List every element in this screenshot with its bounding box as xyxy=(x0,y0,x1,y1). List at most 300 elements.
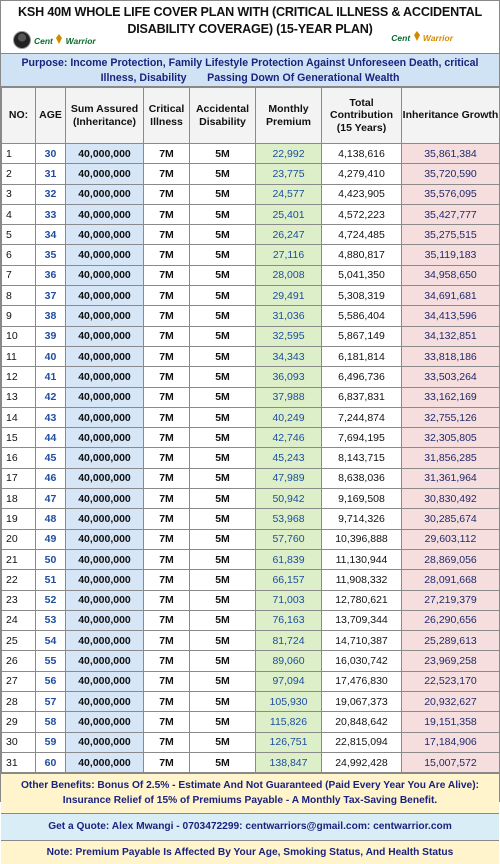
sum-assured-cell: 40,000,000 xyxy=(66,692,144,712)
critical-illness-cell: 7M xyxy=(144,631,190,651)
table-row xyxy=(2,144,500,164)
sum-assured-cell: 40,000,000 xyxy=(66,671,144,691)
row-number: 31 xyxy=(2,752,36,772)
critical-illness-cell: 7M xyxy=(144,346,190,366)
accidental-disability-cell: 5M xyxy=(190,590,256,610)
premium-table xyxy=(1,87,500,773)
table-row xyxy=(2,671,500,691)
age-cell: 36 xyxy=(36,265,66,285)
row-number: 12 xyxy=(2,367,36,387)
critical-illness-cell: 7M xyxy=(144,732,190,752)
inheritance-growth-cell: 34,413,596 xyxy=(402,306,500,326)
monthly-premium-cell: 126,751 xyxy=(256,732,322,752)
table-row xyxy=(2,651,500,671)
age-cell: 30 xyxy=(36,144,66,164)
table-row xyxy=(2,712,500,732)
critical-illness-cell: 7M xyxy=(144,712,190,732)
accidental-disability-cell: 5M xyxy=(190,671,256,691)
table-row xyxy=(2,407,500,427)
monthly-premium-cell: 37,988 xyxy=(256,387,322,407)
age-cell: 46 xyxy=(36,468,66,488)
table-row xyxy=(2,184,500,204)
critical-illness-cell: 7M xyxy=(144,509,190,529)
age-cell: 37 xyxy=(36,286,66,306)
accidental-disability-cell: 5M xyxy=(190,631,256,651)
table-row xyxy=(2,346,500,366)
total-contribution-cell: 6,837,831 xyxy=(322,387,402,407)
monthly-premium-cell: 57,760 xyxy=(256,529,322,549)
inheritance-growth-cell: 15,007,572 xyxy=(402,752,500,772)
row-number: 21 xyxy=(2,549,36,569)
contact-quote-bar: Get a Quote: Alex Mwangi - 0703472299: centwarriors@gmail.com: centwarrior.com xyxy=(1,813,499,840)
critical-illness-cell: 7M xyxy=(144,204,190,224)
total-contribution-cell: 4,724,485 xyxy=(322,225,402,245)
monthly-premium-cell: 71,003 xyxy=(256,590,322,610)
critical-illness-cell: 7M xyxy=(144,489,190,509)
sum-assured-cell: 40,000,000 xyxy=(66,204,144,224)
table-row xyxy=(2,448,500,468)
sum-assured-cell: 40,000,000 xyxy=(66,631,144,651)
row-number: 20 xyxy=(2,529,36,549)
sum-assured-cell: 40,000,000 xyxy=(66,712,144,732)
age-cell: 58 xyxy=(36,712,66,732)
sum-assured-cell: 40,000,000 xyxy=(66,509,144,529)
sum-assured-cell: 40,000,000 xyxy=(66,164,144,184)
sum-assured-cell: 40,000,000 xyxy=(66,346,144,366)
monthly-premium-cell: 50,942 xyxy=(256,489,322,509)
inheritance-growth-cell: 32,305,805 xyxy=(402,428,500,448)
table-row xyxy=(2,306,500,326)
sum-assured-cell: 40,000,000 xyxy=(66,468,144,488)
accidental-disability-cell: 5M xyxy=(190,225,256,245)
table-row xyxy=(2,570,500,590)
inheritance-growth-cell: 28,091,668 xyxy=(402,570,500,590)
table-row xyxy=(2,529,500,549)
sum-assured-cell: 40,000,000 xyxy=(66,144,144,164)
row-number: 9 xyxy=(2,306,36,326)
critical-illness-cell: 7M xyxy=(144,529,190,549)
inheritance-growth-cell: 35,275,515 xyxy=(402,225,500,245)
monthly-premium-cell: 31,036 xyxy=(256,306,322,326)
age-cell: 43 xyxy=(36,407,66,427)
row-number: 4 xyxy=(2,204,36,224)
critical-illness-cell: 7M xyxy=(144,164,190,184)
age-cell: 60 xyxy=(36,752,66,772)
row-number: 6 xyxy=(2,245,36,265)
row-number: 3 xyxy=(2,184,36,204)
monthly-premium-cell: 40,249 xyxy=(256,407,322,427)
table-row xyxy=(2,752,500,772)
table-row xyxy=(2,428,500,448)
monthly-premium-cell: 105,930 xyxy=(256,692,322,712)
inheritance-growth-cell: 22,523,170 xyxy=(402,671,500,691)
row-number: 1 xyxy=(2,144,36,164)
monthly-premium-cell: 97,094 xyxy=(256,671,322,691)
purpose-line-1: Purpose: Income Protection, Family Lifestyle Protection Against Unforeseen Death, critical xyxy=(21,57,479,69)
table-header-row xyxy=(2,88,500,144)
table-row xyxy=(2,468,500,488)
brand-logo-left xyxy=(13,31,96,49)
title-line-1: KSH 40M WHOLE LIFE COVER PLAN WITH (CRITICAL ILLNESS & ACCIDENTAL xyxy=(18,5,482,19)
sum-assured-cell: 40,000,000 xyxy=(66,610,144,630)
header-inheritance-growth: Inheritance Growth xyxy=(402,88,500,144)
age-cell: 45 xyxy=(36,448,66,468)
critical-illness-cell: 7M xyxy=(144,590,190,610)
table-row xyxy=(2,164,500,184)
sum-assured-cell: 40,000,000 xyxy=(66,590,144,610)
accidental-disability-cell: 5M xyxy=(190,265,256,285)
row-number: 5 xyxy=(2,225,36,245)
monthly-premium-cell: 42,746 xyxy=(256,428,322,448)
age-cell: 34 xyxy=(36,225,66,245)
critical-illness-cell: 7M xyxy=(144,549,190,569)
total-contribution-cell: 16,030,742 xyxy=(322,651,402,671)
critical-illness-cell: 7M xyxy=(144,570,190,590)
ribbon-icon xyxy=(55,34,63,44)
monthly-premium-cell: 47,989 xyxy=(256,468,322,488)
accidental-disability-cell: 5M xyxy=(190,712,256,732)
total-contribution-cell: 5,867,149 xyxy=(322,326,402,346)
table-row xyxy=(2,732,500,752)
sum-assured-cell: 40,000,000 xyxy=(66,549,144,569)
critical-illness-cell: 7M xyxy=(144,286,190,306)
ribbon-icon xyxy=(413,31,421,41)
inheritance-growth-cell: 26,290,656 xyxy=(402,610,500,630)
table-row xyxy=(2,387,500,407)
accidental-disability-cell: 5M xyxy=(190,387,256,407)
sum-assured-cell: 40,000,000 xyxy=(66,184,144,204)
monthly-premium-cell: 34,343 xyxy=(256,346,322,366)
table-row xyxy=(2,326,500,346)
inheritance-growth-cell: 33,818,186 xyxy=(402,346,500,366)
age-cell: 47 xyxy=(36,489,66,509)
table-row xyxy=(2,549,500,569)
accidental-disability-cell: 5M xyxy=(190,428,256,448)
sum-assured-cell: 40,000,000 xyxy=(66,245,144,265)
inheritance-growth-cell: 31,856,285 xyxy=(402,448,500,468)
inheritance-growth-cell: 34,691,681 xyxy=(402,286,500,306)
total-contribution-cell: 5,586,404 xyxy=(322,306,402,326)
accidental-disability-cell: 5M xyxy=(190,286,256,306)
monthly-premium-cell: 81,724 xyxy=(256,631,322,651)
total-contribution-cell: 17,476,830 xyxy=(322,671,402,691)
row-number: 15 xyxy=(2,428,36,448)
critical-illness-cell: 7M xyxy=(144,387,190,407)
table-row xyxy=(2,204,500,224)
total-contribution-cell: 7,244,874 xyxy=(322,407,402,427)
monthly-premium-cell: 28,008 xyxy=(256,265,322,285)
accidental-disability-cell: 5M xyxy=(190,610,256,630)
row-number: 10 xyxy=(2,326,36,346)
header-age: AGE xyxy=(36,88,66,144)
inheritance-growth-cell: 35,119,183 xyxy=(402,245,500,265)
brand-logo-right xyxy=(391,31,453,43)
row-number: 29 xyxy=(2,712,36,732)
age-cell: 51 xyxy=(36,570,66,590)
header-sum-assured: Sum Assured (Inheritance) xyxy=(66,88,144,144)
header-critical-illness: Critical Illness xyxy=(144,88,190,144)
age-cell: 31 xyxy=(36,164,66,184)
brand-word-cent: Cent xyxy=(34,36,53,46)
row-number: 24 xyxy=(2,610,36,630)
inheritance-growth-cell: 27,219,379 xyxy=(402,590,500,610)
row-number: 25 xyxy=(2,631,36,651)
critical-illness-cell: 7M xyxy=(144,367,190,387)
total-contribution-cell: 11,908,332 xyxy=(322,570,402,590)
total-contribution-cell: 6,496,736 xyxy=(322,367,402,387)
header-no: NO: xyxy=(2,88,36,144)
inheritance-growth-cell: 25,289,613 xyxy=(402,631,500,651)
title-line-2: DISABILITY COVERAGE) (15-YEAR PLAN) xyxy=(127,22,373,36)
critical-illness-cell: 7M xyxy=(144,225,190,245)
age-cell: 41 xyxy=(36,367,66,387)
sum-assured-cell: 40,000,000 xyxy=(66,367,144,387)
critical-illness-cell: 7M xyxy=(144,144,190,164)
inheritance-growth-cell: 35,861,384 xyxy=(402,144,500,164)
monthly-premium-cell: 32,595 xyxy=(256,326,322,346)
accidental-disability-cell: 5M xyxy=(190,306,256,326)
accidental-disability-cell: 5M xyxy=(190,346,256,366)
monthly-premium-cell: 36,093 xyxy=(256,367,322,387)
total-contribution-cell: 4,572,223 xyxy=(322,204,402,224)
monthly-premium-cell: 45,243 xyxy=(256,448,322,468)
table-row xyxy=(2,692,500,712)
sum-assured-cell: 40,000,000 xyxy=(66,225,144,245)
age-cell: 42 xyxy=(36,387,66,407)
critical-illness-cell: 7M xyxy=(144,468,190,488)
inheritance-growth-cell: 31,361,964 xyxy=(402,468,500,488)
monthly-premium-cell: 24,577 xyxy=(256,184,322,204)
monthly-premium-cell: 23,775 xyxy=(256,164,322,184)
table-row xyxy=(2,367,500,387)
row-number: 16 xyxy=(2,448,36,468)
total-contribution-cell: 8,638,036 xyxy=(322,468,402,488)
header-accidental-disability: Accidental Disability xyxy=(190,88,256,144)
total-contribution-cell: 4,138,616 xyxy=(322,144,402,164)
inheritance-growth-cell: 19,151,358 xyxy=(402,712,500,732)
table-row xyxy=(2,245,500,265)
premium-note-bar: Note: Premium Payable Is Affected By Your Age, Smoking Status, And Health Status xyxy=(1,840,499,864)
age-cell: 56 xyxy=(36,671,66,691)
accidental-disability-cell: 5M xyxy=(190,570,256,590)
accidental-disability-cell: 5M xyxy=(190,468,256,488)
accidental-disability-cell: 5M xyxy=(190,204,256,224)
critical-illness-cell: 7M xyxy=(144,428,190,448)
accidental-disability-cell: 5M xyxy=(190,144,256,164)
age-cell: 39 xyxy=(36,326,66,346)
critical-illness-cell: 7M xyxy=(144,184,190,204)
inheritance-growth-cell: 29,603,112 xyxy=(402,529,500,549)
accidental-disability-cell: 5M xyxy=(190,549,256,569)
inheritance-growth-cell: 35,720,590 xyxy=(402,164,500,184)
inheritance-growth-cell: 34,132,851 xyxy=(402,326,500,346)
total-contribution-cell: 19,067,373 xyxy=(322,692,402,712)
table-row xyxy=(2,631,500,651)
table-row xyxy=(2,509,500,529)
total-contribution-cell: 4,279,410 xyxy=(322,164,402,184)
age-cell: 33 xyxy=(36,204,66,224)
total-contribution-cell: 9,714,326 xyxy=(322,509,402,529)
critical-illness-cell: 7M xyxy=(144,245,190,265)
critical-illness-cell: 7M xyxy=(144,671,190,691)
row-number: 22 xyxy=(2,570,36,590)
benefits-line-1: Other Benefits: Bonus Of 2.5% - Estimate And Not Guaranteed (Paid Every Year You Are Alive): xyxy=(21,780,479,792)
age-cell: 50 xyxy=(36,549,66,569)
accidental-disability-cell: 5M xyxy=(190,692,256,712)
age-cell: 55 xyxy=(36,651,66,671)
accidental-disability-cell: 5M xyxy=(190,448,256,468)
sum-assured-cell: 40,000,000 xyxy=(66,387,144,407)
monthly-premium-cell: 53,968 xyxy=(256,509,322,529)
row-number: 23 xyxy=(2,590,36,610)
accidental-disability-cell: 5M xyxy=(190,407,256,427)
row-number: 17 xyxy=(2,468,36,488)
monthly-premium-cell: 89,060 xyxy=(256,651,322,671)
sum-assured-cell: 40,000,000 xyxy=(66,428,144,448)
monthly-premium-cell: 76,163 xyxy=(256,610,322,630)
monthly-premium-cell: 26,247 xyxy=(256,225,322,245)
age-cell: 44 xyxy=(36,428,66,448)
row-number: 26 xyxy=(2,651,36,671)
monthly-premium-cell: 138,847 xyxy=(256,752,322,772)
inheritance-growth-cell: 28,869,056 xyxy=(402,549,500,569)
age-cell: 53 xyxy=(36,610,66,630)
sum-assured-cell: 40,000,000 xyxy=(66,448,144,468)
monthly-premium-cell: 29,491 xyxy=(256,286,322,306)
header-total-contribution: Total Contribution (15 Years) xyxy=(322,88,402,144)
sum-assured-cell: 40,000,000 xyxy=(66,570,144,590)
accidental-disability-cell: 5M xyxy=(190,164,256,184)
accidental-disability-cell: 5M xyxy=(190,509,256,529)
brand-name-right xyxy=(391,31,453,43)
age-cell: 35 xyxy=(36,245,66,265)
critical-illness-cell: 7M xyxy=(144,306,190,326)
purpose-line-2: Illness, Disability Passing Down Of Generational Wealth xyxy=(100,72,400,84)
brand-word-warrior: Warrior xyxy=(65,36,96,46)
row-number: 8 xyxy=(2,286,36,306)
brand-word-cent: Cent xyxy=(391,33,411,43)
total-contribution-cell: 10,396,888 xyxy=(322,529,402,549)
poster-header xyxy=(1,1,499,53)
row-number: 27 xyxy=(2,671,36,691)
monthly-premium-cell: 27,116 xyxy=(256,245,322,265)
total-contribution-cell: 9,169,508 xyxy=(322,489,402,509)
row-number: 11 xyxy=(2,346,36,366)
total-contribution-cell: 12,780,621 xyxy=(322,590,402,610)
sum-assured-cell: 40,000,000 xyxy=(66,286,144,306)
total-contribution-cell: 20,848,642 xyxy=(322,712,402,732)
monthly-premium-cell: 66,157 xyxy=(256,570,322,590)
row-number: 14 xyxy=(2,407,36,427)
total-contribution-cell: 11,130,944 xyxy=(322,549,402,569)
sum-assured-cell: 40,000,000 xyxy=(66,651,144,671)
inheritance-growth-cell: 33,162,169 xyxy=(402,387,500,407)
critical-illness-cell: 7M xyxy=(144,752,190,772)
benefits-line-2: Insurance Relief of 15% of Premiums Payable - A Monthly Tax-Saving Benefit. xyxy=(62,795,438,807)
table-row xyxy=(2,265,500,285)
row-number: 13 xyxy=(2,387,36,407)
accidental-disability-cell: 5M xyxy=(190,732,256,752)
monthly-premium-cell: 22,992 xyxy=(256,144,322,164)
inheritance-growth-cell: 35,576,095 xyxy=(402,184,500,204)
row-number: 18 xyxy=(2,489,36,509)
age-cell: 38 xyxy=(36,306,66,326)
total-contribution-cell: 13,709,344 xyxy=(322,610,402,630)
total-contribution-cell: 6,181,814 xyxy=(322,346,402,366)
age-cell: 54 xyxy=(36,631,66,651)
monthly-premium-cell: 115,826 xyxy=(256,712,322,732)
age-cell: 57 xyxy=(36,692,66,712)
sum-assured-cell: 40,000,000 xyxy=(66,407,144,427)
accidental-disability-cell: 5M xyxy=(190,752,256,772)
sum-assured-cell: 40,000,000 xyxy=(66,326,144,346)
critical-illness-cell: 7M xyxy=(144,265,190,285)
sum-assured-cell: 40,000,000 xyxy=(66,306,144,326)
total-contribution-cell: 5,041,350 xyxy=(322,265,402,285)
accidental-disability-cell: 5M xyxy=(190,326,256,346)
age-cell: 59 xyxy=(36,732,66,752)
sum-assured-cell: 40,000,000 xyxy=(66,529,144,549)
accidental-disability-cell: 5M xyxy=(190,651,256,671)
total-contribution-cell: 14,710,387 xyxy=(322,631,402,651)
total-contribution-cell: 4,880,817 xyxy=(322,245,402,265)
age-cell: 48 xyxy=(36,509,66,529)
total-contribution-cell: 8,143,715 xyxy=(322,448,402,468)
table-row xyxy=(2,610,500,630)
inheritance-growth-cell: 32,755,126 xyxy=(402,407,500,427)
total-contribution-cell: 5,308,319 xyxy=(322,286,402,306)
inheritance-growth-cell: 23,969,258 xyxy=(402,651,500,671)
row-number: 7 xyxy=(2,265,36,285)
monthly-premium-cell: 25,401 xyxy=(256,204,322,224)
row-number: 2 xyxy=(2,164,36,184)
age-cell: 52 xyxy=(36,590,66,610)
table-body xyxy=(2,144,500,773)
critical-illness-cell: 7M xyxy=(144,651,190,671)
total-contribution-cell: 7,694,195 xyxy=(322,428,402,448)
accidental-disability-cell: 5M xyxy=(190,489,256,509)
accidental-disability-cell: 5M xyxy=(190,529,256,549)
critical-illness-cell: 7M xyxy=(144,692,190,712)
table-row xyxy=(2,225,500,245)
inheritance-growth-cell: 33,503,264 xyxy=(402,367,500,387)
inheritance-growth-cell: 20,932,627 xyxy=(402,692,500,712)
age-cell: 32 xyxy=(36,184,66,204)
row-number: 19 xyxy=(2,509,36,529)
row-number: 30 xyxy=(2,732,36,752)
brand-name-left xyxy=(34,34,96,46)
total-contribution-cell: 4,423,905 xyxy=(322,184,402,204)
inheritance-growth-cell: 17,184,906 xyxy=(402,732,500,752)
critical-illness-cell: 7M xyxy=(144,326,190,346)
user-avatar-icon xyxy=(13,31,31,49)
sum-assured-cell: 40,000,000 xyxy=(66,489,144,509)
accidental-disability-cell: 5M xyxy=(190,245,256,265)
total-contribution-cell: 24,992,428 xyxy=(322,752,402,772)
inheritance-growth-cell: 30,285,674 xyxy=(402,509,500,529)
accidental-disability-cell: 5M xyxy=(190,184,256,204)
row-number: 28 xyxy=(2,692,36,712)
table-row xyxy=(2,489,500,509)
monthly-premium-cell: 61,839 xyxy=(256,549,322,569)
table-row xyxy=(2,590,500,610)
inheritance-growth-cell: 35,427,777 xyxy=(402,204,500,224)
critical-illness-cell: 7M xyxy=(144,407,190,427)
brand-word-warrior: Warrior xyxy=(422,33,453,43)
critical-illness-cell: 7M xyxy=(144,448,190,468)
sum-assured-cell: 40,000,000 xyxy=(66,752,144,772)
sum-assured-cell: 40,000,000 xyxy=(66,732,144,752)
